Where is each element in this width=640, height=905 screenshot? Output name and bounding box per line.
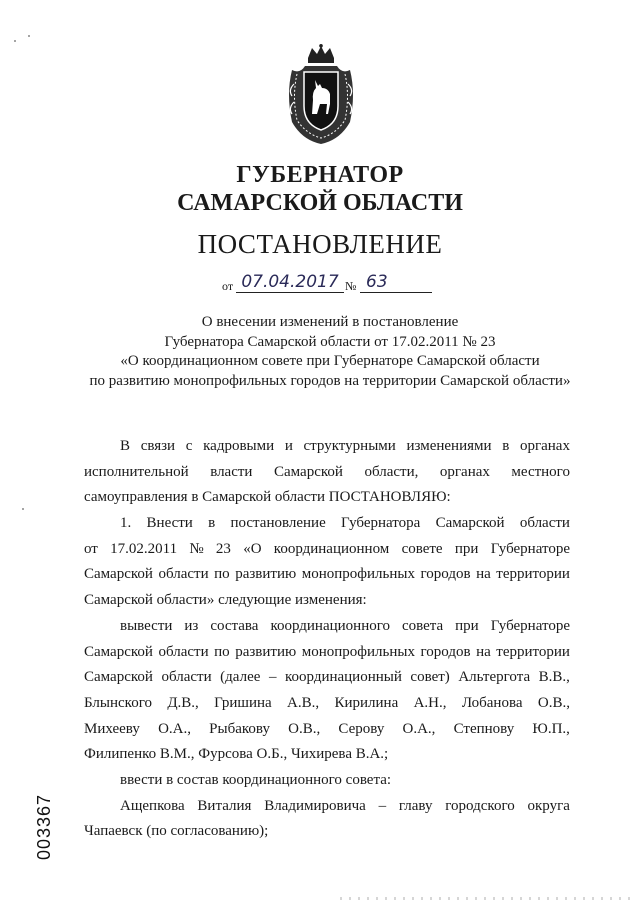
body-word: постановление — [230, 515, 326, 532]
body-word: координационном — [273, 540, 390, 557]
body-word: местного — [511, 463, 570, 480]
body-word: Серову — [338, 720, 385, 737]
body-word: Д.В., — [167, 694, 199, 711]
body-word: Степнову — [453, 720, 515, 737]
body-word: О.В., — [537, 694, 570, 711]
body-word: городов — [420, 566, 471, 583]
body-word: – — [268, 669, 277, 686]
body-line: ввести в состав координационного совета: — [120, 771, 392, 788]
body-word: городского — [445, 797, 515, 814]
body-line — [84, 537, 570, 563]
body-line — [84, 614, 570, 640]
body-word: монопрофильных — [301, 643, 415, 660]
body-word: Самарской — [84, 669, 153, 686]
body-line — [84, 665, 570, 691]
body-word: – — [378, 797, 387, 814]
body-word: области — [158, 643, 209, 660]
scan-speck — [14, 40, 16, 42]
body-word: с — [185, 438, 193, 454]
body-word: развитию — [235, 643, 297, 660]
body-line — [84, 717, 570, 743]
body-word: власти — [210, 463, 253, 480]
body-word: совета — [401, 617, 444, 634]
body-word: области, — [364, 463, 419, 480]
body-word: из — [184, 617, 199, 634]
body-line — [84, 460, 570, 486]
body-word: А.Н., — [413, 694, 447, 711]
body-word: Самарской — [274, 463, 343, 480]
document-subject — [40, 313, 620, 391]
body-word: на — [476, 566, 491, 583]
body-word: монопрофильных — [301, 566, 415, 583]
body-word: области — [158, 566, 209, 583]
body-word: Губернаторе — [490, 617, 570, 634]
body-word: городов — [420, 643, 471, 660]
body-word: области — [519, 515, 570, 532]
body-word: 1. — [120, 515, 132, 532]
body-word: Самарской — [435, 515, 505, 532]
handwritten-number: 63 — [360, 272, 432, 293]
body-word: В — [120, 438, 131, 454]
body-word: органах — [439, 463, 490, 480]
body-word: Губернатора — [341, 515, 421, 532]
body-word: и — [284, 438, 293, 454]
body-word: В.В., — [538, 669, 570, 686]
body-word: вывести — [120, 617, 173, 634]
issuer-title-line2: САМАРСКОЙ ОБЛАСТИ — [177, 190, 463, 216]
body-word: № — [189, 540, 204, 557]
date-number-line — [222, 272, 442, 296]
registration-stamp: 003367 — [34, 793, 54, 861]
body-word: А.В., — [287, 694, 320, 711]
body-word: Кирилина — [334, 694, 399, 711]
body-line — [84, 434, 570, 460]
body-word: исполнительной — [84, 463, 189, 480]
handwritten-date: 07.04.2017 — [236, 272, 344, 293]
body-word: на — [476, 643, 491, 660]
date-prefix: от — [222, 279, 234, 293]
subject-line: Губернатора Самарской области от 17.02.2011 № 23 — [164, 333, 496, 350]
body-word: Гришина — [214, 694, 272, 711]
document-type: ПОСТАНОВЛЕНИЕ — [197, 229, 443, 259]
body-word: Внести — [146, 515, 193, 532]
body-word: Михееву — [84, 720, 140, 737]
body-line: Филипенко В.М., Фурсова О.Б., Чихирева В.А.; — [84, 746, 389, 763]
body-word: Рыбакову — [209, 720, 270, 737]
coat-of-arms-icon — [282, 44, 360, 148]
body-word: при — [454, 540, 479, 557]
body-line — [84, 511, 570, 537]
subject-line: «О координационном совете при Губернаторе Самарской области — [120, 353, 540, 369]
body-word: структурными — [303, 438, 396, 454]
body-line: самоуправления в Самарской области ПОСТАНОВЛЯЮ: — [84, 489, 451, 506]
body-word: Лобанова — [461, 694, 523, 711]
body-word: территории — [496, 566, 570, 583]
body-word: Виталия — [197, 797, 252, 814]
body-word: при — [455, 617, 479, 634]
subject-line: по развитию монопрофильных городов на территории Самарской области» — [89, 372, 571, 389]
body-word: области — [161, 669, 212, 686]
body-line: Чапаевск (по согласованию); — [84, 823, 269, 840]
body-word: по — [214, 566, 230, 583]
body-line: Самарской области» следующие изменения: — [84, 592, 367, 609]
body-word: органах — [519, 438, 570, 454]
scan-speck — [22, 508, 24, 510]
body-word: состава — [210, 617, 259, 634]
body-line — [84, 794, 570, 820]
body-line — [84, 691, 570, 717]
body-word: О.А., — [158, 720, 191, 737]
body-line — [84, 562, 570, 588]
number-prefix: № — [345, 279, 357, 293]
body-word: от — [84, 540, 98, 557]
body-word: совет) — [410, 669, 450, 686]
body-word: в — [208, 515, 216, 532]
body-word: О.А., — [402, 720, 436, 737]
body-word: территории — [496, 643, 570, 660]
body-word: координационного — [270, 617, 390, 634]
scan-noise — [340, 897, 630, 900]
body-word: изменениями — [406, 438, 492, 454]
body-word: О.В., — [288, 720, 321, 737]
body-word: связи — [140, 438, 176, 454]
body-word: «О — [243, 540, 262, 557]
body-word: округа — [527, 797, 570, 814]
body-word: по — [214, 643, 230, 660]
body-word: (далее — [220, 669, 261, 686]
body-word: совете — [401, 540, 443, 557]
body-word: Самарской — [84, 643, 153, 660]
body-word: Ю.П., — [532, 720, 570, 737]
body-line — [84, 640, 570, 666]
body-word: главу — [398, 797, 433, 814]
body-word: развитию — [235, 566, 297, 583]
scan-speck — [28, 35, 30, 37]
body-word: в — [502, 438, 510, 454]
body-word: кадровыми — [203, 438, 275, 454]
body-word: 23 — [215, 540, 231, 557]
body-word: 17.02.2011 — [110, 540, 178, 557]
subject-line: О внесении изменений в постановление — [201, 314, 459, 330]
body-word: Блынского — [84, 694, 152, 711]
body-word: Ащепкова — [120, 797, 185, 814]
body-word: Губернаторе — [490, 540, 570, 557]
body-word: Самарской — [84, 566, 153, 583]
issuer-title-line1: ГУБЕРНАТОР — [236, 162, 404, 188]
body-word: Альтергота — [458, 669, 531, 686]
body-word: Владимировича — [264, 797, 366, 814]
document-body — [84, 434, 570, 845]
body-word: координационный — [284, 669, 402, 686]
